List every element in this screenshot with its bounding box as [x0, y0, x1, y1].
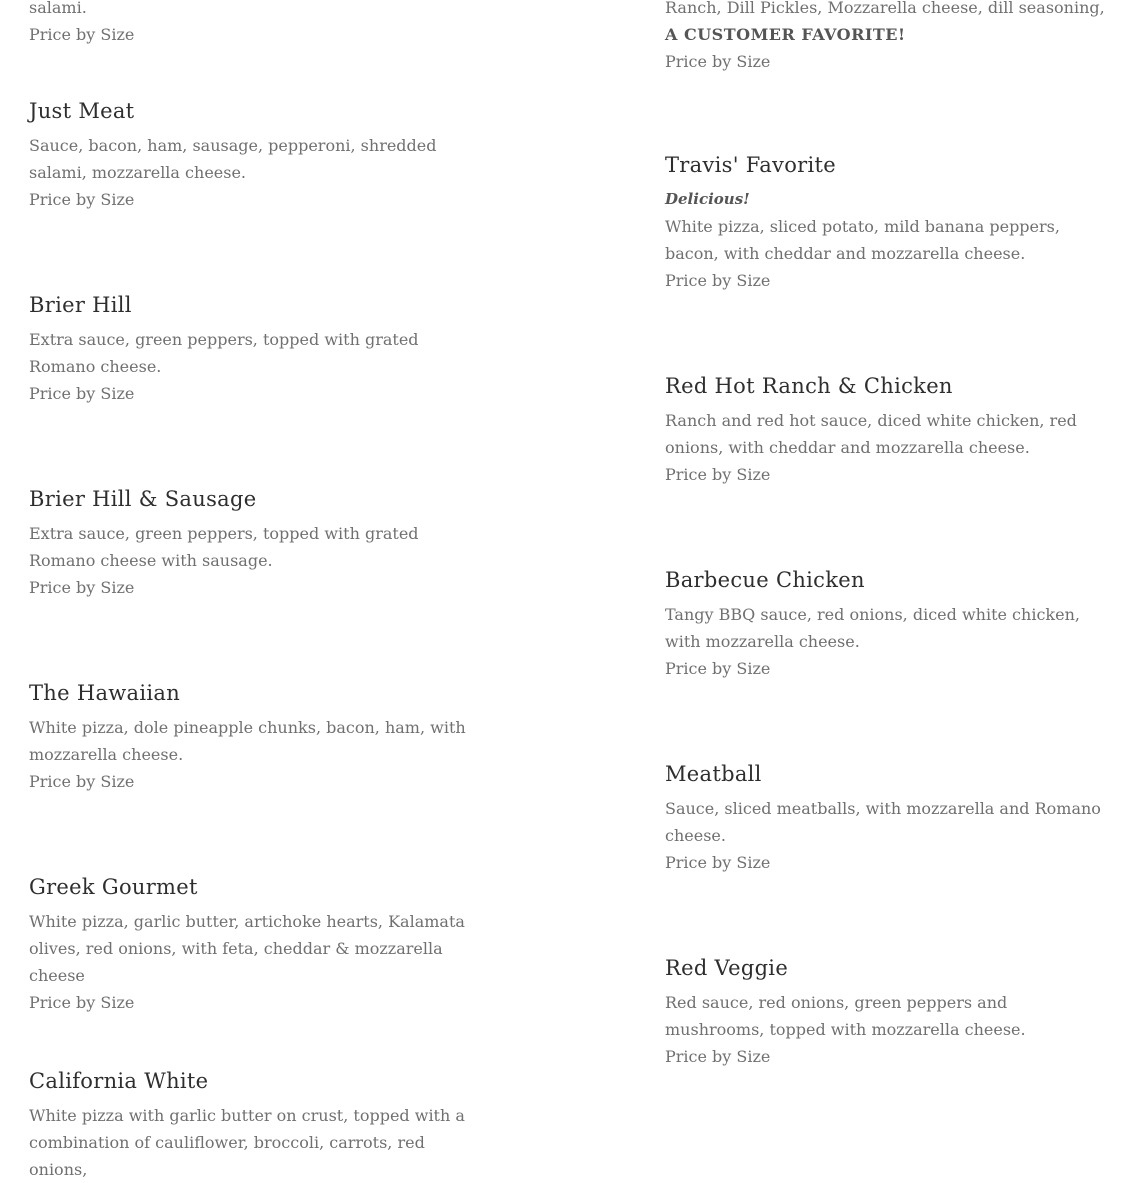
menu-item-price: Price by Size — [29, 993, 135, 1012]
menu-item-the-hawaiian — [29, 678, 469, 795]
menu-item-price: Price by Size — [29, 578, 135, 597]
menu-item-title: Brier Hill — [29, 293, 132, 317]
menu-item-title: Travis' Favorite — [665, 153, 836, 177]
menu-item-price: Price by Size — [665, 853, 771, 872]
menu-item-red-veggie — [665, 953, 1105, 1070]
menu-item-title: Barbecue Chicken — [665, 568, 865, 592]
menu-item-description: White pizza with garlic butter on crust, topped with a combination of cauliflower, broccoli, carrots, red onions, — [29, 1106, 465, 1179]
menu-item-greek-gourmet — [29, 872, 469, 1016]
menu-item-description: Extra sauce, green peppers, topped with grated Romano cheese with sausage. — [29, 524, 419, 570]
menu-item-just-meat — [29, 96, 469, 213]
menu-item-title: Just Meat — [29, 99, 135, 123]
menu-item-description: Sauce, sliced meatballs, with mozzarella and Romano cheese. — [665, 799, 1101, 845]
menu-item-price: Price by Size — [665, 659, 771, 678]
menu-item-red-hot-ranch-chicken — [665, 371, 1105, 488]
menu-item-meatball — [665, 759, 1105, 876]
menu-item-title: Greek Gourmet — [29, 875, 198, 899]
menu-item-california-white — [29, 1066, 469, 1183]
menu-item-price: Price by Size — [29, 25, 135, 44]
menu-item-price: Price by Size — [29, 384, 135, 403]
menu-item-title: Red Veggie — [665, 956, 789, 980]
menu-item-description: Tangy BBQ sauce, red onions, diced white chicken, with mozzarella cheese. — [665, 605, 1080, 651]
menu-item-description: White pizza, garlic butter, artichoke hearts, Kalamata olives, red onions, with feta, cheddar & mozzarella cheese — [29, 912, 465, 985]
menu-item-price: Price by Size — [29, 772, 135, 791]
menu-item-description: White pizza, dole pineapple chunks, bacon, ham, with mozzarella cheese. — [29, 718, 466, 764]
menu-item-price: Price by Size — [29, 190, 135, 209]
menu-item-description: Ranch and red hot sauce, diced white chicken, red onions, with cheddar and mozzarella cheese. — [665, 411, 1077, 457]
menu-item-price: Price by Size — [665, 271, 771, 290]
menu-item-description: Extra sauce, green peppers, topped with grated Romano cheese. — [29, 330, 419, 376]
menu-item-title: California White — [29, 1069, 209, 1093]
menu-item-description: salami. — [29, 0, 87, 17]
menu-item-price: Price by Size — [665, 52, 771, 71]
menu-item-title: Brier Hill & Sausage — [29, 487, 257, 511]
menu-item-description: Ranch, Dill Pickles, Mozzarella cheese, dill seasoning, — [665, 0, 1105, 17]
menu-item-travis-favorite — [665, 150, 1105, 294]
menu-item-price: Price by Size — [665, 1047, 771, 1066]
menu-item-fragment-left — [29, 0, 469, 48]
menu-item-title: The Hawaiian — [29, 681, 181, 705]
menu-item-brier-hill — [29, 290, 469, 407]
menu-item-description: Sauce, bacon, ham, sausage, pepperoni, shredded salami, mozzarella cheese. — [29, 136, 437, 182]
menu-item-title: Meatball — [665, 762, 762, 786]
menu-item-description: White pizza, sliced potato, mild banana peppers, bacon, with cheddar and mozzarella cheese. — [665, 217, 1060, 263]
menu-item-highlight: A CUSTOMER FAVORITE! — [665, 25, 906, 44]
menu-item-brier-hill-sausage — [29, 484, 469, 601]
menu-item-price: Price by Size — [665, 465, 771, 484]
menu-item-fragment-right — [665, 0, 1105, 75]
menu-item-barbecue-chicken — [665, 565, 1105, 682]
menu-item-description: Red sauce, red onions, green peppers and mushrooms, topped with mozzarella cheese. — [665, 993, 1026, 1039]
menu-item-title: Red Hot Ranch & Chicken — [665, 374, 953, 398]
menu-item-tagline: Delicious! — [665, 190, 750, 208]
